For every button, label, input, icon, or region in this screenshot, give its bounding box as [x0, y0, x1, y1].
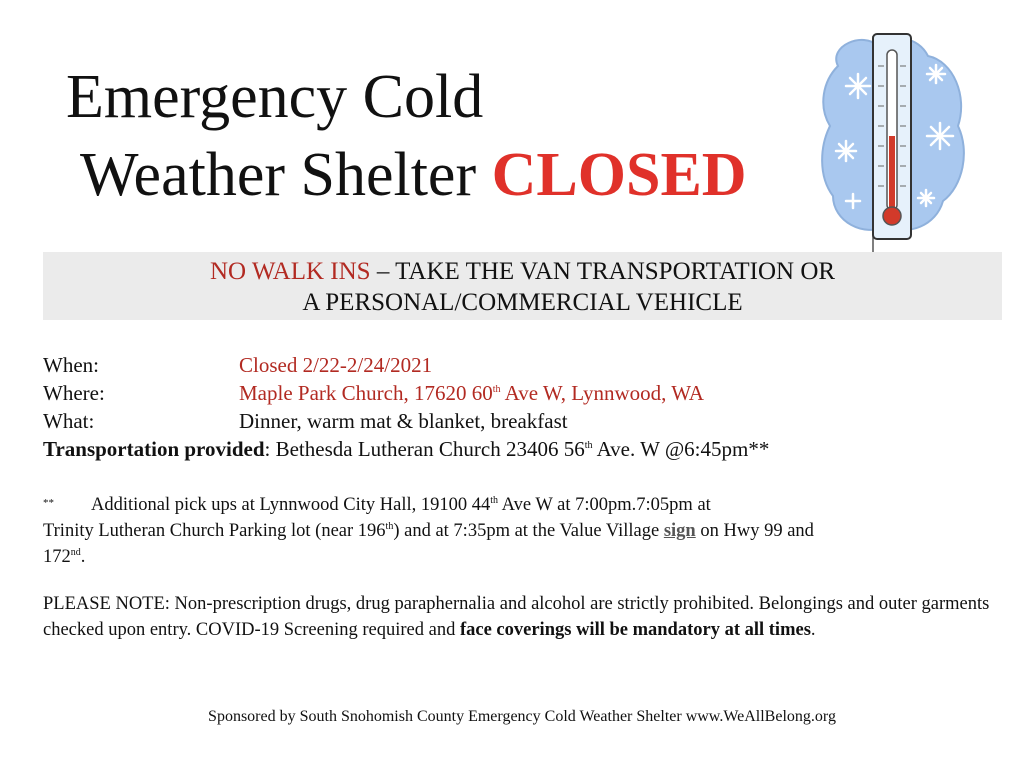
notes-line-1-suffix: th — [490, 494, 499, 506]
banner-line-2: A PERSONAL/COMMERCIAL VEHICLE — [302, 289, 743, 316]
please-note — [43, 591, 1003, 643]
title-text: Weather Shelter — [80, 141, 477, 209]
shelter-info — [43, 351, 1003, 463]
when-label: When: — [43, 353, 99, 377]
where-value — [239, 379, 704, 407]
notes-line-3-suffix: nd — [70, 546, 81, 558]
please-note-end: . — [810, 620, 816, 640]
no-walk-ins-label: NO WALK INS — [209, 258, 371, 285]
what-row — [43, 407, 1003, 435]
notes-line-1-text: Additional pick ups at Lynnwood City Hall, 19100 44 — [91, 495, 491, 515]
notes-line-2-text-mid: ) and at 7:35pm at the Value Village — [393, 521, 664, 541]
where-value-suffix: th — [492, 384, 501, 395]
thermometer-snowflake-icon — [818, 26, 968, 254]
transportation-row — [43, 435, 1003, 463]
footnote-marker: ** — [43, 497, 54, 509]
banner-line-1 — [43, 256, 1002, 287]
where-value-text: Maple Park Church, 17620 60 — [239, 381, 493, 405]
transportation-value-text: : Bethesda Lutheran Church 23406 56 — [264, 437, 585, 461]
where-label: Where: — [43, 381, 105, 405]
transportation-label: Transportation provided — [43, 437, 265, 461]
banner-line-1-text: – TAKE THE VAN TRANSPORTATION OR — [370, 258, 836, 285]
notes-line-3-text: 172 — [43, 547, 71, 567]
notes-line-1-text-end: Ave W at 7:00pm.7:05pm at — [498, 495, 711, 515]
notes-line-2-text-end: on Hwy 99 and — [695, 521, 814, 541]
notes-line-3-text-end: . — [80, 547, 86, 567]
transportation-value — [265, 435, 770, 463]
notes-line-1 — [43, 490, 993, 518]
when-value: Closed 2/22-2/24/2021 — [239, 353, 433, 377]
closed-status: CLOSED — [491, 141, 747, 209]
title-line-1: Emergency Cold — [66, 63, 484, 131]
what-value: Dinner, warm mat & blanket, breakfast — [239, 409, 568, 433]
notes-line-2-text: Trinity Lutheran Church Parking lot (near 196 — [43, 521, 386, 541]
transportation-value-text-end: Ave. W @6:45pm** — [592, 437, 770, 461]
transportation-value-suffix: th — [584, 440, 593, 451]
additional-pickups-note — [43, 490, 993, 570]
notes-line-2-suffix: th — [385, 520, 394, 532]
notes-line-2 — [43, 518, 993, 544]
face-coverings-mandatory: face coverings will be mandatory at all times — [459, 620, 811, 640]
where-row — [43, 379, 1003, 407]
title-line-2 — [80, 140, 747, 210]
what-label: What: — [43, 409, 95, 433]
sponsor-footer: Sponsored by South Snohomish County Emergency Cold Weather Shelter www.WeAllBelong.org — [208, 708, 836, 725]
please-note-text: PLEASE NOTE: Non-prescription drugs, drug paraphernalia and alcohol are strictly prohibited. Belongings and outer garments checked upon entry. COVID-19 Screening required and — [43, 594, 990, 640]
where-value-text-end: Ave W, Lynnwood, WA — [500, 381, 704, 405]
notes-line-3 — [43, 544, 993, 570]
sign-link[interactable]: sign — [663, 521, 696, 541]
no-walk-ins-banner — [43, 252, 1002, 320]
when-row — [43, 351, 1003, 379]
